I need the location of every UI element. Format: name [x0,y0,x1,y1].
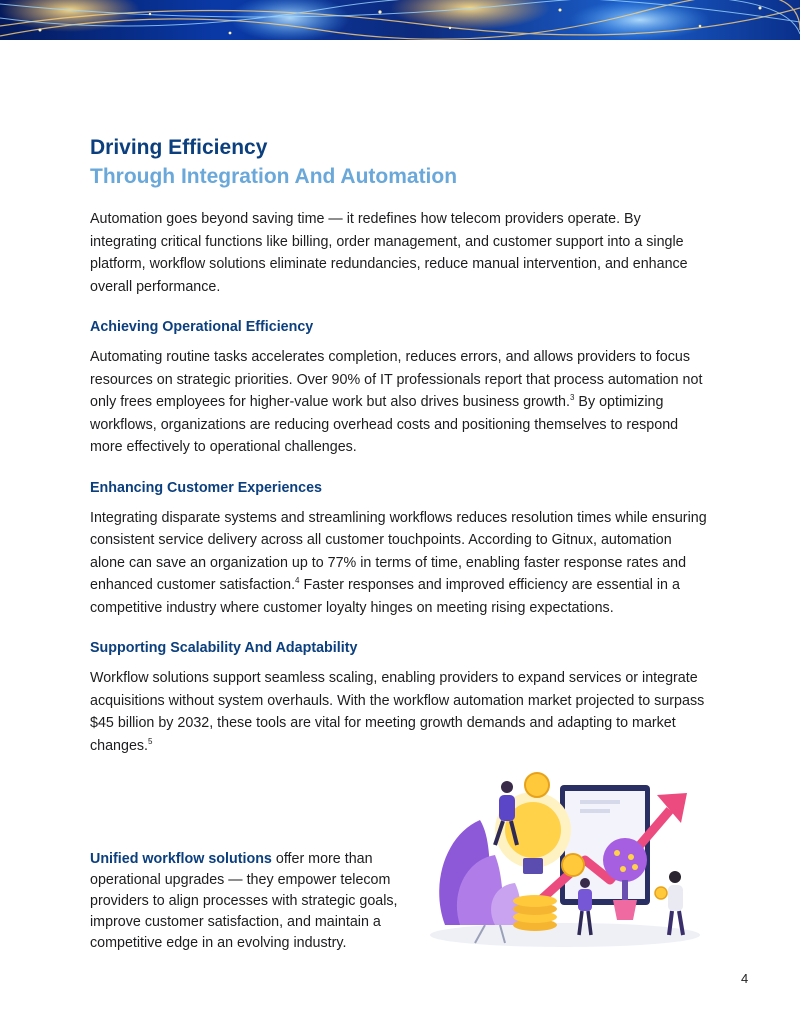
callout-paragraph [90,849,410,954]
callout-text: offer more than operational upgrades — they empower telecom providers to align processes with strategic goals, improve customer satisfaction, and maintain a competitive edge in an evolving industry. [90,851,398,952]
section-operational-efficiency [90,318,710,459]
section-heading: Enhancing Customer Experiences [90,479,322,496]
page-subtitle: Through Integration And Automation [90,165,458,188]
section-body: Integrating disparate systems and streamlining workflows reduces resolution times while ensuring consistent service delivery across all customer touchpoints. According to Gitnux, automation alone can save an organization up to 77% in terms of time, enabling faster response rates and enhanced customer satisfaction.$^4$ Faster responses and improved efficiency are essential in a competitive industry where customer loyalty hinges on meeting rising expectations. [90,509,707,616]
footnote-ref: 4 [295,576,300,586]
section-body: Workflow solutions support seamless scaling, enabling providers to expand services or integrate acquisitions without system overhauls. With the workflow automation market projected to surpass $45 billion by 2032, these tools are vital for meeting growth demands and adapting to market changes.$^5$ [90,670,705,754]
section-scalability [90,639,710,757]
section-body: Automating routine tasks accelerates completion, reduces errors, and allows providers to focus resources on strategic priorities. Over 90% of IT professionals report that process automation not only frees employees for higher-value work but also drives business growth.$^3$ By optimizing workflows, organizations are reducing overhead costs and positioning themselves to respond more effectively to operational challenges. [90,349,703,455]
automation-growth-illustration [425,765,715,955]
automation-growth-icon [425,765,715,950]
main-content [90,134,710,757]
footnote-ref: 5 [148,736,153,746]
section-heading: Supporting Scalability And Adaptability [90,640,358,656]
page-title: Driving Efficiency [90,136,268,159]
intro-paragraph: Automation goes beyond saving time — it redefines how telecom providers operate. By integrating critical functions like billing, order management, and customer support into a single platform, workflow solutions eliminate redundancies, reduce manual intervention, and enhance overall performance. [90,211,688,295]
section-heading: Achieving Operational Efficiency [90,319,314,335]
fiber-optic-lights-icon [0,0,800,40]
callout-highlight: Unified workflow solutions [90,851,272,868]
header-banner-image [0,0,800,40]
footnote-ref: 3 [569,393,575,403]
page-number: 4 [741,971,749,986]
section-customer-experiences [90,479,710,620]
